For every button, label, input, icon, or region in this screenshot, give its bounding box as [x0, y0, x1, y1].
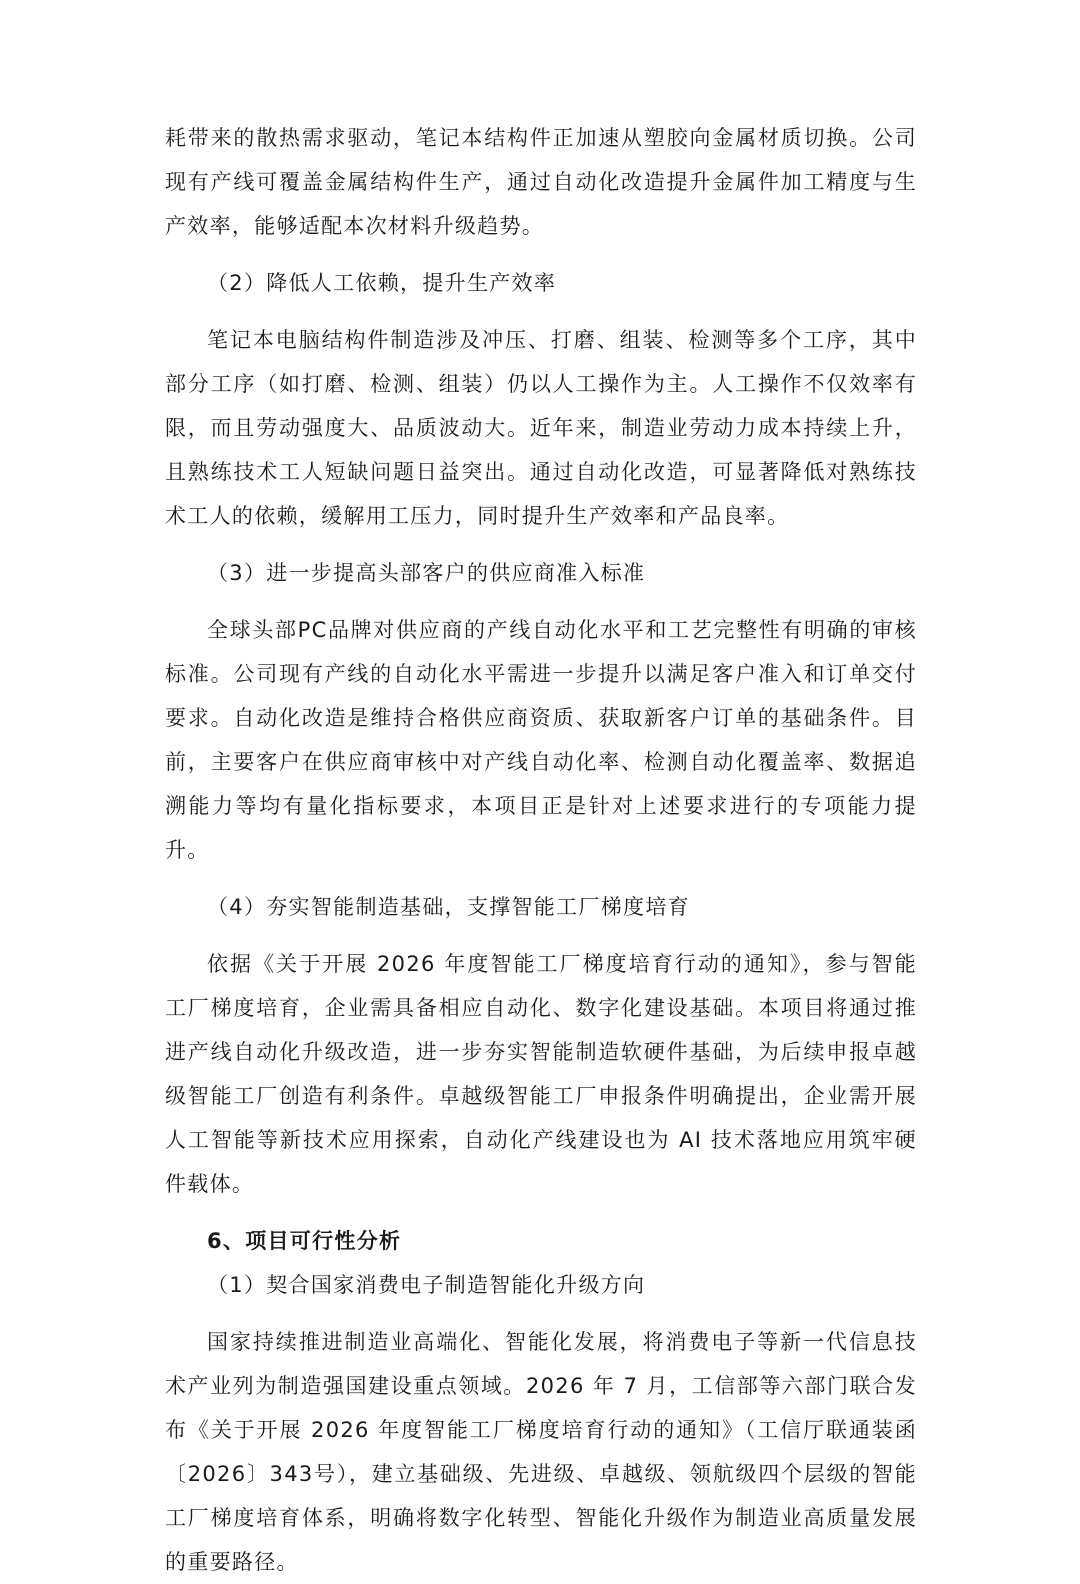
subheading-national-direction: （1）契合国家消费电子制造智能化升级方向 [207, 1273, 646, 1297]
subheading-smart-factory: （4）夯实智能制造基础，支撑智能工厂梯度培育 [207, 895, 690, 919]
paragraph-smart-factory: 依据《关于开展 2026 年度智能工厂梯度培育行动的通知》，参与智能工厂梯度培育，企业需具备相应自动化、数字化建设基础。本项目将通过推进产线自动化升级改造，进一步夯实智能制造软硬件基础，为后续申报卓越级智能工厂创造有利条件。卓越级智能工厂申报条件明确提出，企业需开展人工智能等新技术应用探索，自动化产线建设也为 AI 技术落地应用筑牢硬件载体。 [165, 952, 917, 1196]
paragraph-national-direction: 国家持续推进制造业高端化、智能化发展，将消费电子等新一代信息技术产业列为制造强国建设重点领域。2026 年 7 月，工信部等六部门联合发布《关于开展 2026 年度智能工厂梯度培育行动的通知》（工信厅联通装函〔2026〕343号），建立基础级、先进级、卓越级、领航级四个层级的智能工厂梯度培育体系，明确将数字化转型、智能化升级作为制造业高质量发展的重要路径。 [165, 1330, 917, 1574]
paragraph-reduce-labor: 笔记本电脑结构件制造涉及冲压、打磨、组装、检测等多个工序，其中部分工序（如打磨、检测、组装）仍以人工操作为主。人工操作不仅效率有限，而且劳动强度大、品质波动大。近年来，制造业劳动力成本持续上升，且熟练技术工人短缺问题日益突出。通过自动化改造，可显著降低对熟练技术工人的依赖，缓解用工压力，同时提升生产效率和产品良率。 [165, 328, 917, 528]
section-heading-feasibility: 6、项目可行性分析 [207, 1229, 402, 1253]
document-page [165, 116, 917, 1584]
paragraph-material-upgrade: 耗带来的散热需求驱动，笔记本结构件正加速从塑胶向金属材质切换。公司现有产线可覆盖金属结构件生产，通过自动化改造提升金属件加工精度与生产效率，能够适配本次材料升级趋势。 [165, 126, 917, 238]
paragraph-supplier-standard: 全球头部PC品牌对供应商的产线自动化水平和工艺完整性有明确的审核标准。公司现有产线的自动化水平需进一步提升以满足客户准入和订单交付要求。自动化改造是维持合格供应商资质、获取新客户订单的基础条件。目前，主要客户在供应商审核中对产线自动化率、检测自动化覆盖率、数据追溯能力等均有量化指标要求，本项目正是针对上述要求进行的专项能力提升。 [165, 618, 917, 862]
subheading-supplier-standard: （3）进一步提高头部客户的供应商准入标准 [207, 561, 646, 585]
subheading-reduce-labor: （2）降低人工依赖，提升生产效率 [207, 271, 557, 295]
